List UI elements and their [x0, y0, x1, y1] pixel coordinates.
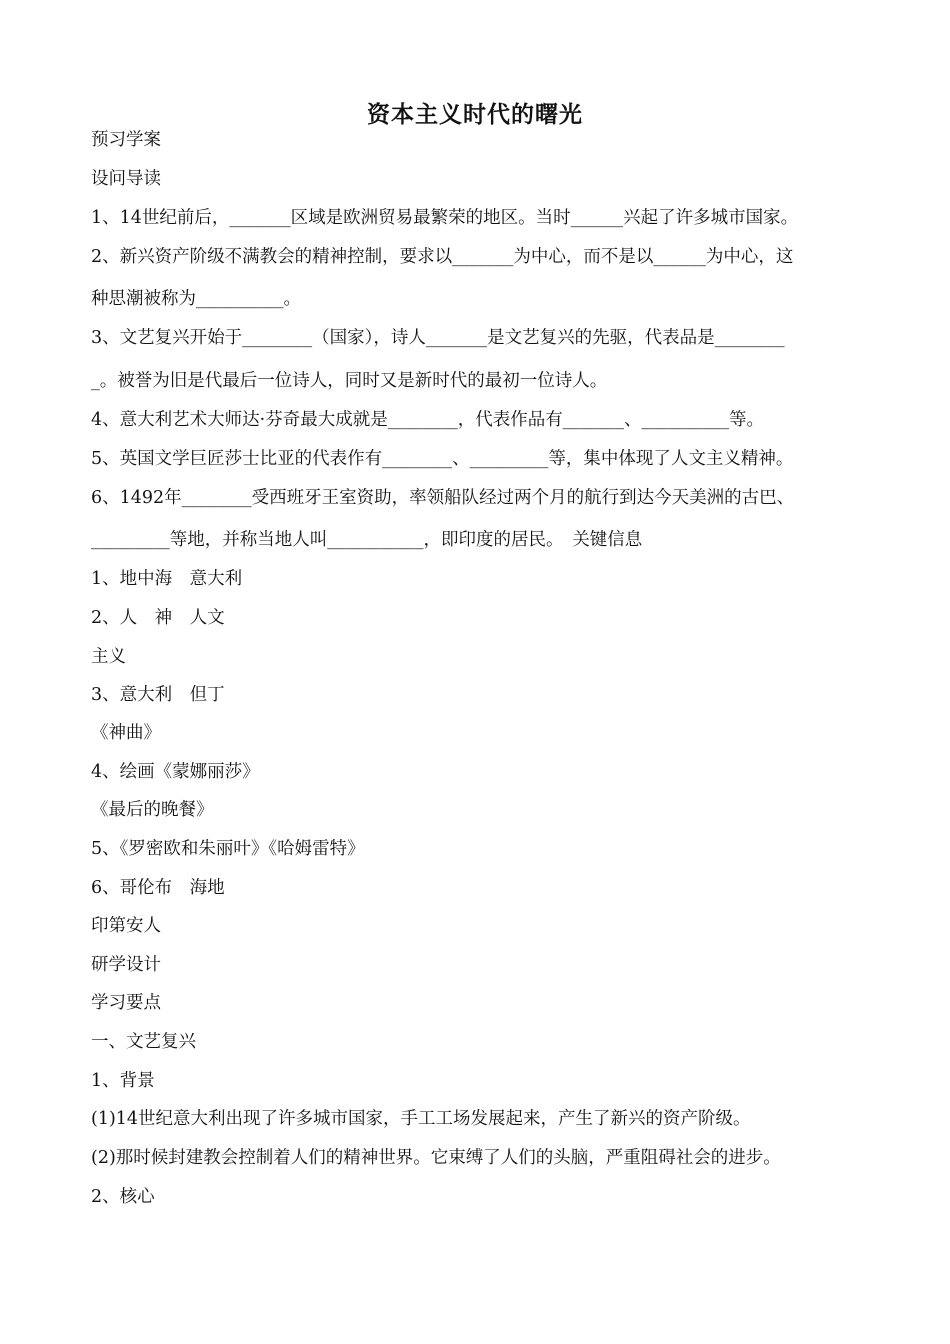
- answer-1: 1、地中海 意大利: [91, 569, 243, 589]
- section-heading-preview: 预习学案: [91, 130, 161, 150]
- answer-4: 4、绘画《蒙娜丽莎》: [91, 762, 260, 782]
- question-3: 3、文艺复兴开始于________（国家），诗人_______是文艺复兴的先驱，代表品是________: [91, 328, 785, 348]
- answer-4-cont: 《最后的晚餐》: [91, 800, 214, 820]
- question-3-cont: _。被誉为旧是代最后一位诗人，同时又是新时代的最初一位诗人。: [91, 371, 608, 391]
- answer-2-cont: 主义: [91, 647, 126, 667]
- answer-3-cont: 《神曲》: [91, 723, 161, 743]
- question-1: 1、14世纪前后，_______区域是欧洲贸易最繁荣的地区。当时______兴起了许多城市国家。: [91, 208, 799, 228]
- answer-6-cont: 印第安人: [91, 916, 161, 936]
- question-5: 5、英国文学巨匠莎士比亚的代表作有________、_________等，集中体现了人文主义精神。: [91, 449, 794, 469]
- heading-background: 1、背景: [91, 1071, 155, 1091]
- subheading-key-points: 学习要点: [91, 993, 161, 1013]
- background-point-1: (1)14世纪意大利出现了许多城市国家，手工工场发展起来，产生了新兴的资产阶级。: [91, 1109, 751, 1129]
- question-2-cont: 种思潮被称为__________。: [91, 289, 301, 309]
- question-2: 2、新兴资产阶级不满教会的精神控制，要求以_______为中心，而不是以______为中心，这: [91, 247, 794, 267]
- subheading-guided-questions: 设问导读: [91, 169, 161, 189]
- answer-3: 3、意大利 但丁: [91, 685, 225, 705]
- question-6-cont: _________等地，并称当地人叫___________，即印度的居民。 关键信息: [91, 530, 643, 550]
- question-6: 6、1492年________受西班牙王室资助，率领船队经过两个月的航行到达今天美洲的古巴、: [91, 488, 795, 508]
- question-4: 4、意大利艺术大师达·芬奇最大成就是________，代表作品有_______、__________等。: [91, 410, 764, 430]
- answer-5: 5、《罗密欧和朱丽叶》《哈姆雷特》: [91, 839, 365, 859]
- answer-6: 6、哥伦布 海地: [91, 878, 225, 898]
- section-heading-study-design: 研学设计: [91, 955, 161, 975]
- heading-core: 2、核心: [91, 1187, 155, 1207]
- heading-renaissance: 一、文艺复兴: [91, 1032, 196, 1052]
- document-title: 资本主义时代的曙光: [367, 102, 583, 128]
- answer-2: 2、人 神 人文: [91, 608, 225, 628]
- background-point-2: (2)那时候封建教会控制着人们的精神世界。它束缚了人们的头脑，严重阻碍社会的进步。: [91, 1148, 781, 1168]
